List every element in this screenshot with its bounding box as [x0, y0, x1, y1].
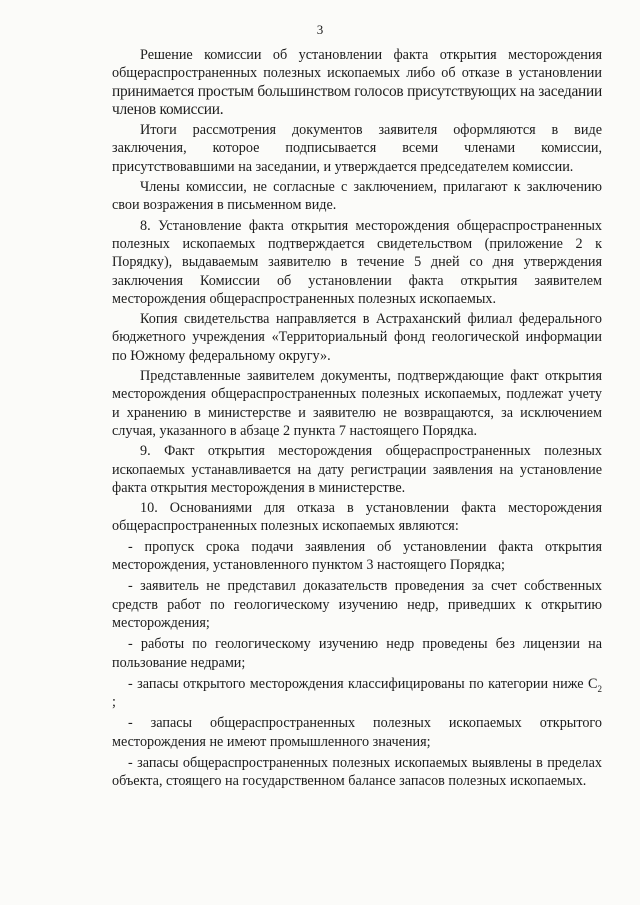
paragraph-commission-decision — [112, 46, 602, 119]
paragraph-dissent: Члены комиссии, не согласные с заключением, прилагают к заключению свои возражения в письменном виде. — [112, 179, 602, 214]
paragraph-text: Решение комиссии об установлении факта открытия месторождения общераспространенных полезных ископаемых либо об отказе в установлении — [112, 47, 602, 82]
list-item: - работы по геологическому изучению недр проведены без лицензии на пользование недрами; — [112, 636, 602, 671]
paragraph-point-10: 10. Основаниями для отказа в установлении факта месторождения общераспространенных полезных ископаемых являются: — [112, 500, 602, 535]
list-item: - запасы общераспространенных полезных ископаемых выявлены в пределах объекта, стоящего на государственном балансе запасов полезных ископаемых. — [112, 754, 602, 790]
page-number: 3 — [316, 22, 324, 37]
paragraph-point-8: 8. Установление факта открытия месторождения общераспространенных полезных ископаемых подтверждается свидетельством (приложение 2 к Порядку), выдаваемым заявителю в течение 5 дней со дня утверждения заключения Комиссии об установлении факта открытия заявителем месторождения общераспространенных полезных ископаемых. — [112, 217, 602, 307]
list-item-text-end: ; — [112, 694, 116, 711]
list-item: - заявитель не представил доказательств проведения за счет собственных средств работ по геологическому изучению недр, приведших к открытию месторождения; — [112, 578, 602, 631]
paragraph-certificate-copy: Копия свидетельства направляется в Астраханский филиал федерального бюджетного учреждения «Территориальный фонд геологической информации по Южному федеральному округу». — [112, 311, 602, 364]
list-item-text: - запасы открытого месторождения классифицированы по категории ниже С — [128, 675, 598, 692]
document-body — [112, 46, 602, 794]
paragraph-point-9: 9. Факт открытия месторождения общераспространенных полезных ископаемых устанавливается на дату регистрации заявления на установление факта открытия месторождения в министерстве. — [112, 443, 602, 496]
paragraph-text-emphasis: принимается простым большинством голосов присутствующих на заседании членов комиссии. — [112, 82, 602, 118]
list-item-category — [112, 675, 602, 712]
paragraph-documents: Представленные заявителем документы, подтверждающие факт открытия месторождения общераспространенных полезных ископаемых, подлежат учету и хранению в министерстве и заявителю не возвращаются, за исключением случая, указанного в абзаце 2 пункта 7 настоящего Порядка. — [112, 368, 602, 439]
list-item: - пропуск срока подачи заявления об установлении факта открытия месторождения, установленного пунктом 3 настоящего Порядка; — [112, 538, 602, 574]
paragraph-conclusion: Итоги рассмотрения документов заявителя оформляются в виде заключения, которое подписывается всеми членами комиссии, присутствовавшими на заседании, и утверждается председателем комиссии. — [112, 122, 602, 175]
list-item: - запасы общераспространенных полезных ископаемых открытого месторождения не имеют промышленного значения; — [112, 715, 602, 750]
category-subscript: 2 — [597, 683, 602, 694]
